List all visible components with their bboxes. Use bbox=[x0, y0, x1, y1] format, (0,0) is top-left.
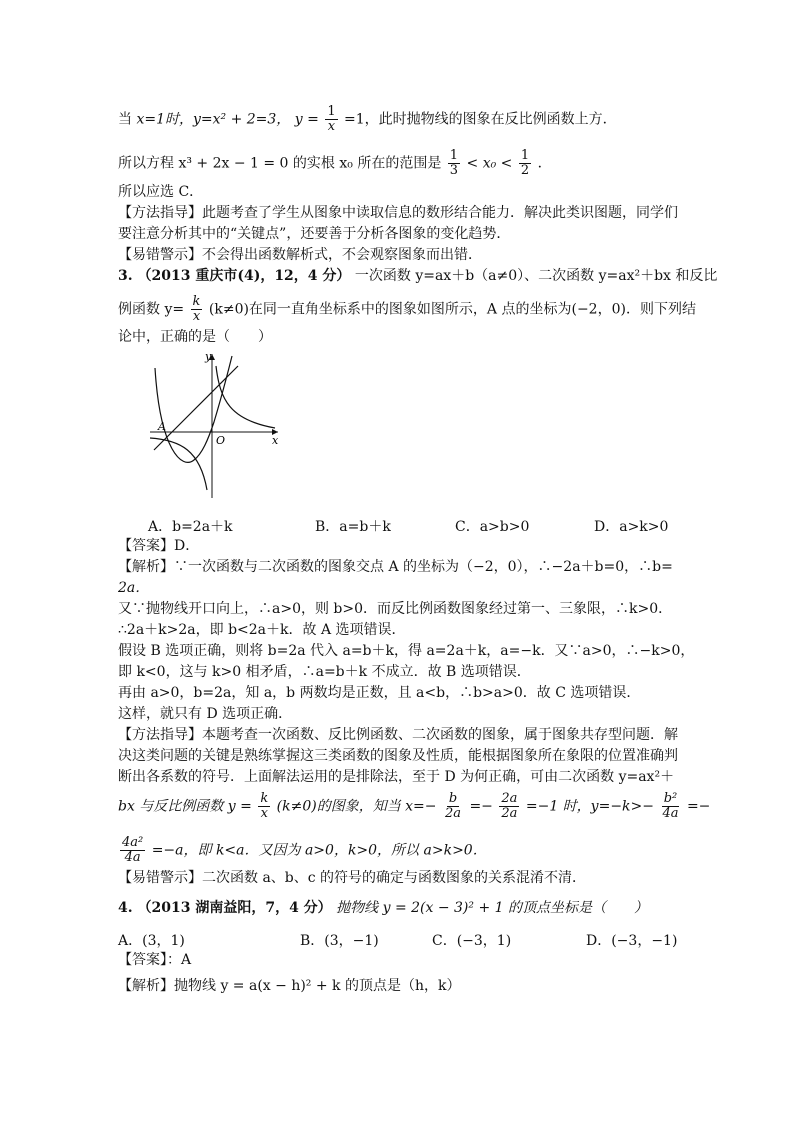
question-source: 3. （2013 重庆市(4)，12，4 分） bbox=[118, 268, 351, 284]
text-line: 要注意分析其中的“关键点”，还要善于分析各图象的变化趋势． bbox=[118, 226, 511, 242]
text: 当 bbox=[118, 111, 132, 128]
text-line: 【方法指导】本题考查一次函数、反比例函数、二次函数的图象，属于图象共存型问题．解 bbox=[118, 727, 678, 743]
text-line: 【解析】抛物线 y = a(x − h)² + k 的顶点是（h，k） bbox=[118, 978, 461, 994]
denominator: x bbox=[327, 119, 336, 134]
text: 一次函数 y=ax＋b（a≠0）、二次函数 y=ax²＋bx 和反比 bbox=[354, 268, 718, 284]
fraction bbox=[660, 792, 680, 821]
text-line bbox=[118, 836, 487, 865]
text: =1，此时抛物线的图象在反比例函数上方． bbox=[344, 111, 617, 128]
option-d: D．a>k>0 bbox=[594, 519, 669, 535]
option-b: B．a=b＋k bbox=[315, 519, 391, 535]
text: ． bbox=[537, 155, 552, 172]
numerator: k bbox=[192, 294, 201, 309]
question-3-header bbox=[118, 267, 717, 285]
denominator: 3 bbox=[449, 163, 459, 178]
text-line bbox=[118, 295, 696, 324]
text: x=1时，y=x² + 2=3， bbox=[136, 111, 291, 128]
text-line: 所以应选 C． bbox=[118, 184, 204, 200]
text-line: 这样，就只有 D 选项正确． bbox=[118, 706, 293, 722]
text: (k≠0)的图象，知当 x=− bbox=[276, 798, 437, 815]
text-line: 论中，正确的是（ ） bbox=[118, 329, 272, 345]
hyperbola-branch-1 bbox=[216, 366, 275, 428]
x-axis-label: x bbox=[272, 434, 279, 447]
question-4-header bbox=[118, 899, 648, 917]
numerator: k bbox=[260, 791, 269, 806]
fraction bbox=[499, 792, 519, 821]
text: y = bbox=[294, 111, 319, 128]
denominator: x bbox=[260, 806, 268, 821]
text: (k≠0)在同一直角坐标系中的图象如图所示，A 点的坐标为(−2，0)．则下列结 bbox=[208, 301, 696, 318]
fraction bbox=[258, 792, 270, 821]
text-line: 决这类问题的关键是熟练掌握这三类函数的图象及性质，能根据图象所在象限的位置准确判 bbox=[118, 748, 678, 764]
point-a-label: A bbox=[158, 420, 166, 433]
text-line: 【解析】∵一次函数与二次函数的图象交点 A 的坐标为（−2，0），∴−2a＋b=0，∴b= bbox=[118, 559, 673, 575]
fraction bbox=[443, 792, 463, 821]
denominator: 2 bbox=[520, 163, 530, 178]
fraction bbox=[519, 149, 531, 178]
question-source: 4. （2013 湖南益阳，7，4 分） bbox=[118, 900, 332, 916]
fraction bbox=[325, 105, 337, 134]
option-b: B．(3，−1) bbox=[300, 933, 379, 949]
option-c: C．(−3，1) bbox=[432, 933, 512, 949]
numerator: b² bbox=[663, 791, 678, 806]
text-line: 2a． bbox=[118, 580, 150, 596]
denominator: 2a bbox=[444, 806, 461, 821]
y-axis-label: y bbox=[205, 350, 212, 363]
text-line: 假设 B 选项正确，则将 b=2a 代入 a=b＋k，得 a=2a＋k，a=−k．又∵a>0，∴−k>0， bbox=[118, 643, 695, 659]
text: 例函数 y= bbox=[118, 301, 185, 318]
text-line: 再由 a>0，b=2a，知 a，b 两数均是正数，且 a<b，∴b>a>0．故 C 选项错误． bbox=[118, 685, 641, 701]
text: 抛物线 y = 2(x − 3)² + 1 的顶点坐标是（ ） bbox=[336, 900, 648, 916]
numerator: 1 bbox=[449, 148, 459, 163]
text: bx 与反比例函数 y = bbox=[118, 798, 252, 815]
text: =− bbox=[686, 798, 711, 815]
text: =−1 时，y=−k>− bbox=[525, 798, 654, 815]
text-line: ∴2a＋k>2a，即 b<2a＋k．故 A 选项错误． bbox=[118, 622, 406, 638]
text: 所以方程 x³ + 2x − 1 = 0 的实根 x₀ 所在的范围是 bbox=[118, 155, 442, 172]
numerator: b bbox=[448, 791, 458, 806]
text: =− bbox=[469, 798, 493, 815]
denominator: 4a bbox=[124, 850, 141, 865]
numerator: 2a bbox=[501, 791, 518, 806]
text-line: 即 k<0，这与 k>0 相矛盾，∴a=b＋k 不成立．故 B 选项错误． bbox=[118, 664, 531, 680]
text: < x₀ < bbox=[466, 155, 513, 172]
origin-label: O bbox=[216, 434, 226, 447]
fraction bbox=[448, 149, 460, 178]
text-line: 【易错警示】不会得出函数解析式，不会观察图象而出错． bbox=[118, 247, 482, 263]
numerator: 4a² bbox=[122, 835, 144, 850]
denominator: 2a bbox=[501, 806, 518, 821]
option-a: A．(3，1) bbox=[118, 933, 185, 949]
text-line: 断出各系数的符号．上面解法运用的是排除法，至于 D 为何正确，可由二次函数 y=ax²＋ bbox=[118, 769, 675, 785]
option-a: A．b=2a＋k bbox=[148, 519, 233, 535]
numerator: 1 bbox=[327, 104, 336, 119]
fraction bbox=[191, 295, 203, 324]
option-c: C．a>b>0 bbox=[455, 519, 530, 535]
function-graph-figure bbox=[150, 350, 285, 500]
text-line bbox=[118, 149, 552, 178]
text-line: 又∵抛物线开口向上，∴a>0，则 b>0．而反比例函数图象经过第一、三象限，∴k>0． bbox=[118, 601, 673, 617]
text-line bbox=[118, 792, 710, 821]
text: =−a，即 k<a．又因为 a>0，k>0，所以 a>k>0． bbox=[151, 842, 487, 859]
answer-line: 【答案】D． bbox=[118, 538, 200, 554]
text-line: 【易错警示】二次函数 a、b、c 的符号的确定与函数图象的关系混淆不清． bbox=[118, 870, 587, 886]
linear-function-line bbox=[154, 366, 238, 450]
denominator: x bbox=[192, 309, 201, 324]
fraction bbox=[120, 836, 145, 865]
text-line: 【方法指导】此题考查了学生从图象中读取信息的数形结合能力．解决此类识图题，同学们 bbox=[118, 205, 678, 221]
denominator: 4a bbox=[662, 806, 679, 821]
text-line bbox=[118, 105, 617, 134]
option-d: D．(−3，−1) bbox=[586, 933, 678, 949]
answer-line: 【答案】：A bbox=[118, 952, 192, 968]
numerator: 1 bbox=[520, 148, 530, 163]
